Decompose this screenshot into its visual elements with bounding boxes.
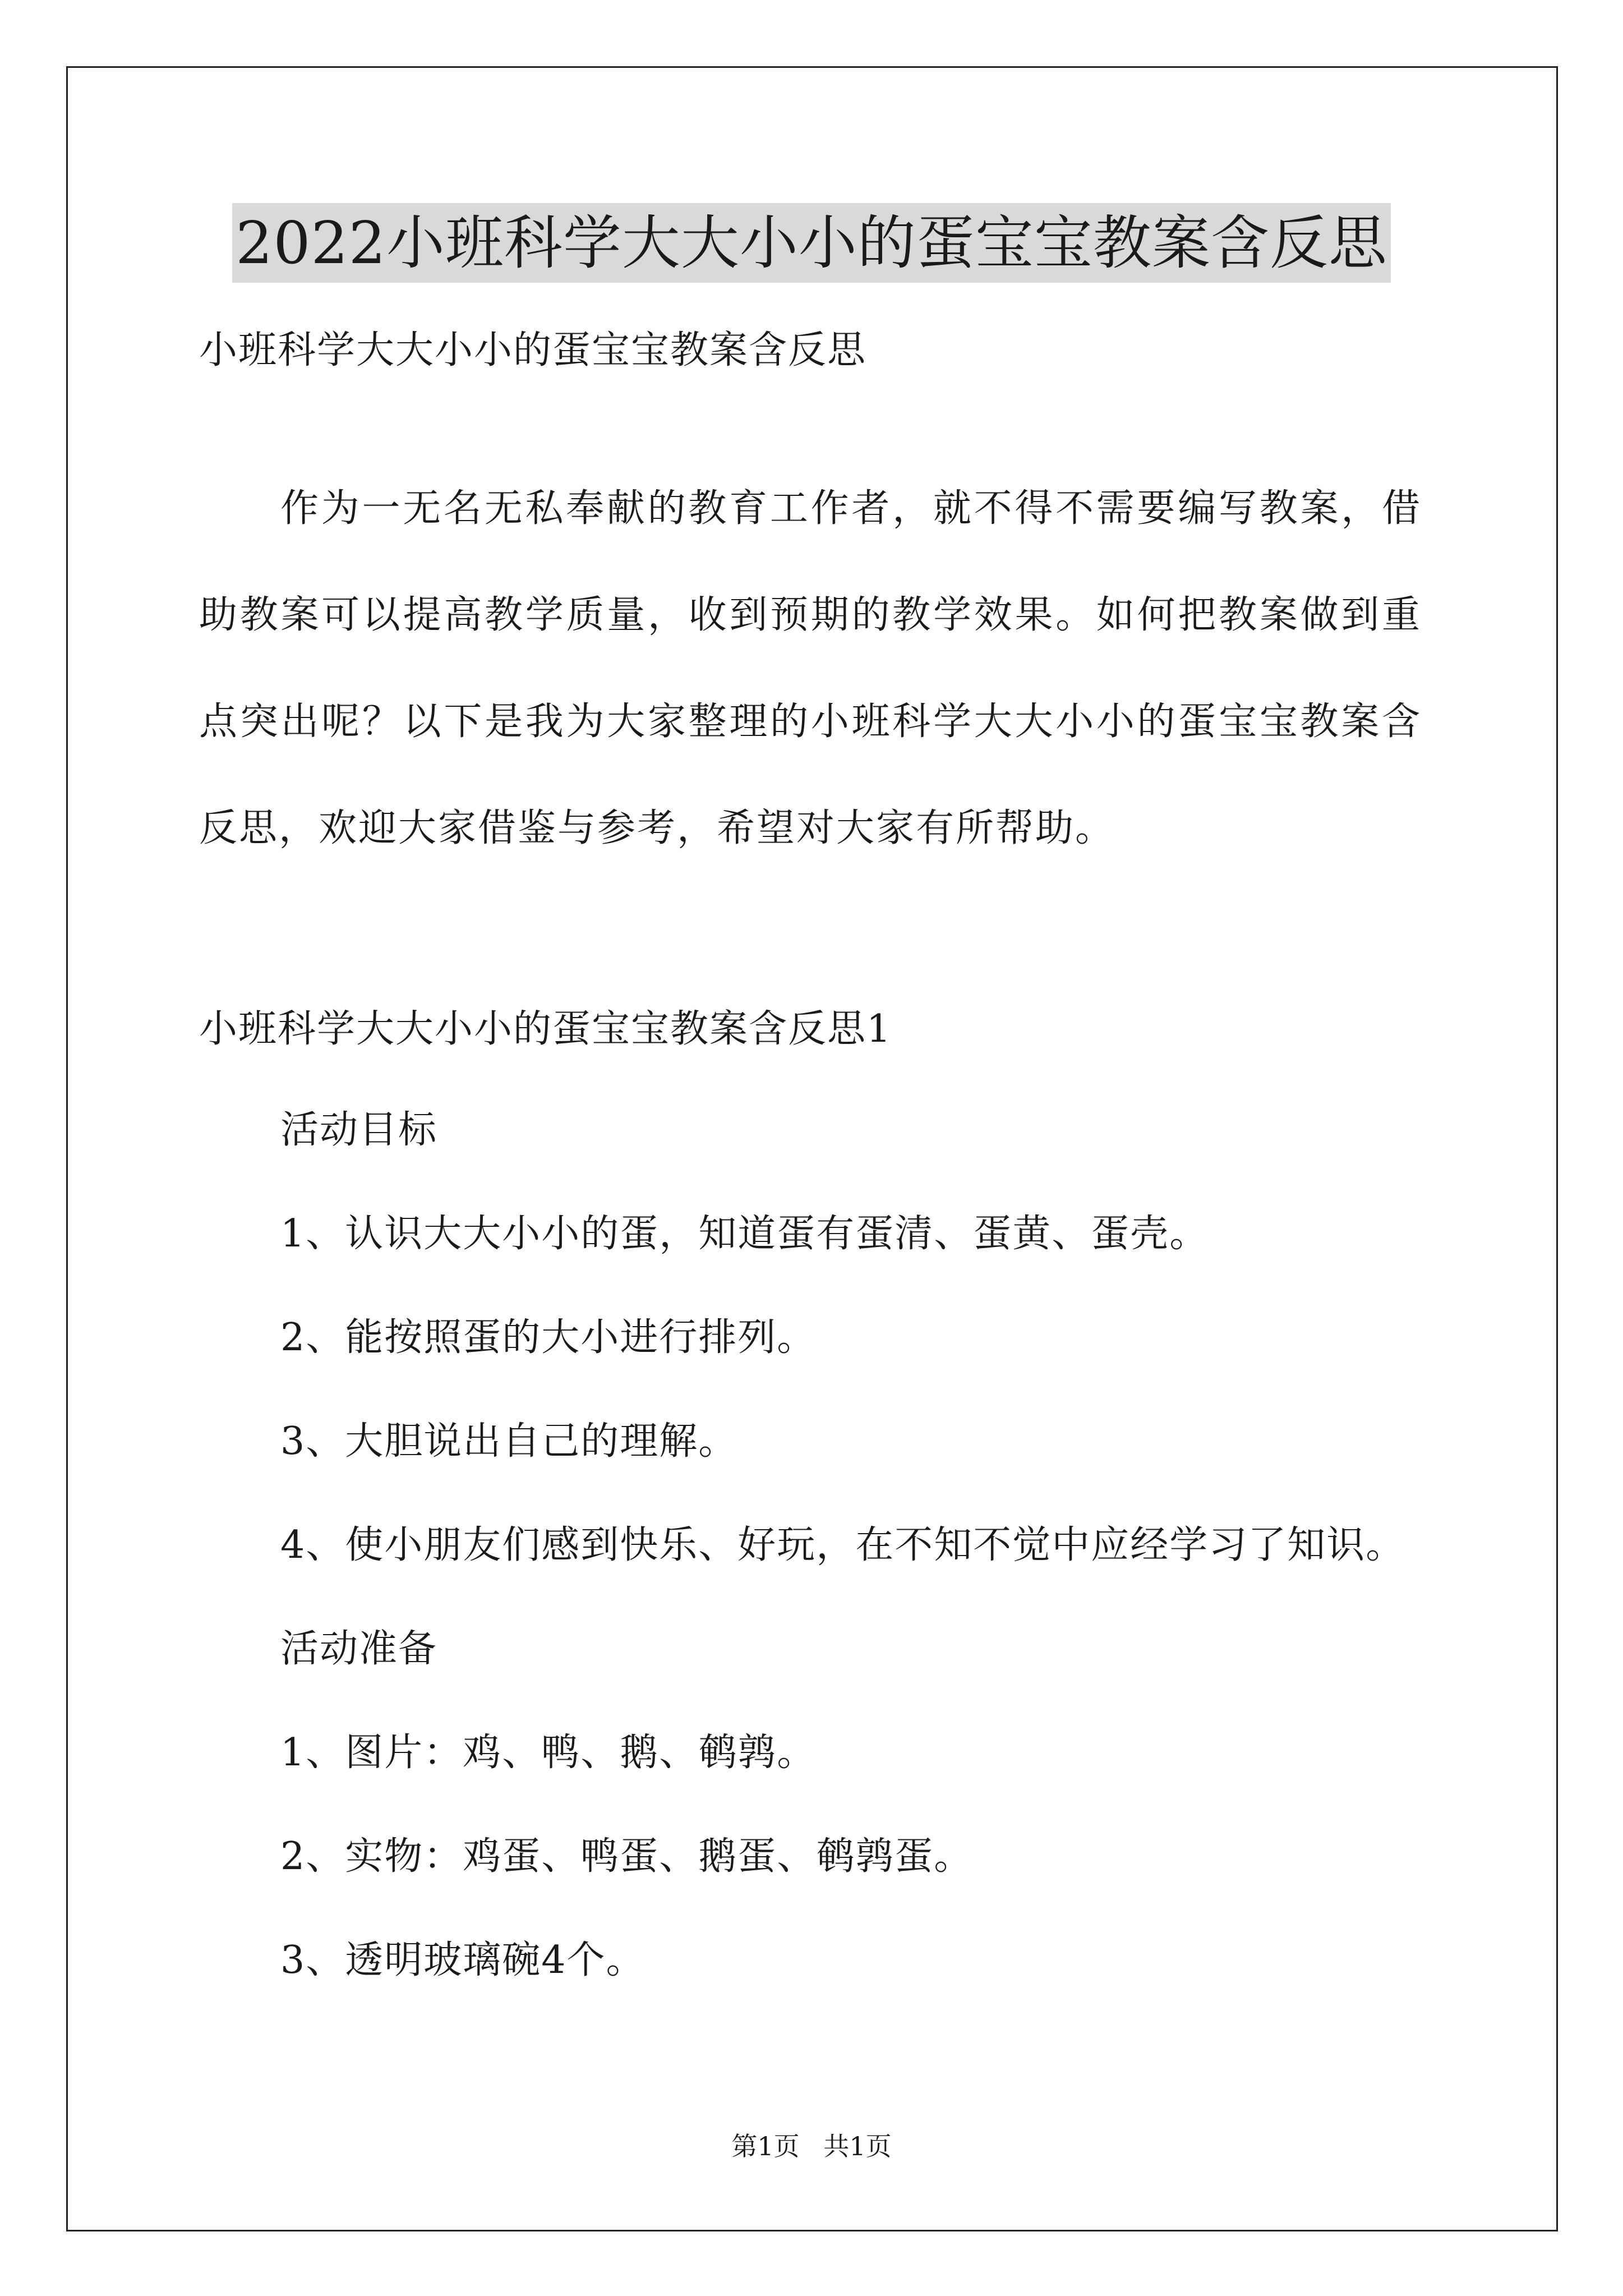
document-title: 2022小班科学大大小小的蛋宝宝教案含反思 (232, 203, 1391, 283)
preparation-heading: 活动准备 (280, 1627, 438, 1671)
goal-item-2: 2、能按照蛋的大小进行排列。 (280, 1315, 817, 1360)
preparation-item-3: 3、透明玻璃碗4个。 (280, 1938, 645, 1982)
document-subtitle: 小班科学大大小小的蛋宝宝教案含反思 (199, 328, 867, 372)
footer-page-number: 第1页 (731, 2131, 800, 2161)
intro-paragraph: 作为一无名无私奉献的教育工作者，就不得不需要编写教案，借助教案可以提高教学质量，收到预期的教学效果。如何把教案做到重点突出呢？以下是我为大家整理的小班科学大大小小的蛋宝宝教案含反思，欢迎大家借鉴与参考，希望对大家有所帮助。 (199, 486, 1422, 850)
title-container (0, 203, 1623, 283)
footer-total-pages: 共1页 (823, 2131, 892, 2161)
goal-item-3: 3、大胆说出自己的理解。 (280, 1419, 738, 1464)
page-footer (0, 2126, 1623, 2163)
preparation-item-1: 1、图片：鸡、鸭、鹅、鹌鹑。 (280, 1731, 817, 1775)
goal-item-4: 4、使小朋友们感到快乐、好玩，在不知不觉中应经学习了知识。 (280, 1523, 1405, 1567)
section-heading: 小班科学大大小小的蛋宝宝教案含反思1 (199, 1007, 892, 1051)
goals-heading: 活动目标 (280, 1108, 438, 1152)
preparation-item-2: 2、实物：鸡蛋、鸭蛋、鹅蛋、鹌鹑蛋。 (280, 1834, 974, 1879)
goal-item-1: 1、认识大大小小的蛋，知道蛋有蛋清、蛋黄、蛋壳。 (280, 1212, 1209, 1256)
